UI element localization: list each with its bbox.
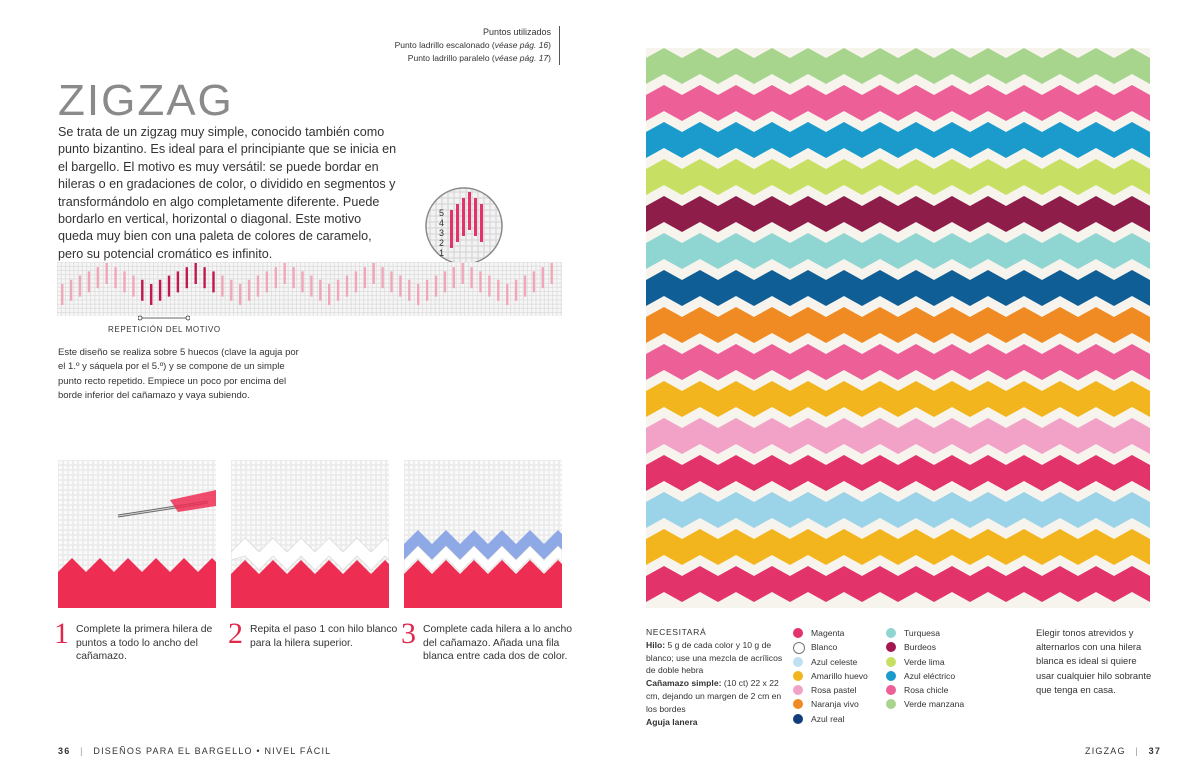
step-number: 3 <box>401 617 416 650</box>
pattern-stitch <box>221 276 223 297</box>
pattern-stitch <box>355 271 357 292</box>
color-item <box>886 669 964 683</box>
pattern-stitch <box>159 280 161 301</box>
step-2 <box>228 617 400 650</box>
pattern-stitch <box>257 276 259 297</box>
color-item <box>886 683 964 697</box>
color-swatch <box>886 685 896 695</box>
materials-canvas: Cañamazo simple: (10 ct) 22 x 22 cm, dejando un margen de 2 cm en los bordes <box>646 678 782 714</box>
color-swatch <box>793 657 803 667</box>
page-number-left: 36 <box>58 746 71 756</box>
stitch-diagram <box>424 186 504 266</box>
color-name: Verde manzana <box>904 699 965 710</box>
color-item <box>793 655 868 669</box>
pattern-stitch <box>123 271 125 292</box>
pattern-stitch <box>310 276 312 297</box>
pattern-stitch <box>515 280 517 301</box>
repeat-label: REPETICIÓN DEL MOTIVO <box>108 325 221 334</box>
pattern-stitch <box>453 267 455 288</box>
pattern-stitch <box>97 267 99 288</box>
intro-paragraph: Se trata de un zigzag muy simple, conocido también como punto bizantino. Es ideal para el principiante que se inicia en el bargello. El motivo es muy versátil: se puede bordar en hileras o en gradaciones de color, o dividido en segmentos y transformándolo en algo completamente diferente. Puede bordarlo en vertical, horizontal o diagonal. Este motivo queda muy bien con una paleta de colores de caramelo, pero su potencial cromático es infinito. <box>58 125 397 261</box>
pattern-stitch <box>479 271 481 292</box>
pattern-stitch <box>203 267 205 288</box>
color-item <box>793 626 868 640</box>
pattern-stitch <box>195 263 197 284</box>
pattern-stitch <box>239 284 241 305</box>
color-name: Rosa pastel <box>811 685 857 696</box>
pattern-stitch <box>462 263 464 284</box>
pattern-stitch <box>346 276 348 297</box>
diagram-number: 3 <box>439 228 445 238</box>
pattern-stitch <box>381 267 383 288</box>
pattern-stitch <box>551 263 553 284</box>
color-name: Verde lima <box>904 656 945 667</box>
repeat-bracket <box>138 312 190 324</box>
pattern-stitch <box>435 276 437 297</box>
color-item <box>886 626 964 640</box>
color-swatch <box>886 657 896 667</box>
page-number-right: 37 <box>1148 746 1162 756</box>
color-item <box>886 655 964 669</box>
stitch-item: Punto ladrillo paralelo (véase pág. 17) <box>407 53 551 63</box>
color-item <box>793 712 868 726</box>
step-text: Complete cada hilera a lo ancho del cañamazo. Añada una fila blanca entre cada dos de color. <box>423 624 573 662</box>
pattern-stitch <box>328 284 330 305</box>
pattern-stitch <box>114 267 116 288</box>
stitches-used-heading: Puntos utilizados <box>482 27 551 37</box>
pattern-stitch <box>417 284 419 305</box>
step-photo-2 <box>231 460 389 608</box>
color-name: Rosa chicle <box>904 685 949 696</box>
pattern-stitch <box>426 280 428 301</box>
pattern-stitch <box>266 271 268 292</box>
color-list-2 <box>886 626 964 712</box>
pattern-stitch <box>61 284 63 305</box>
step-1 <box>54 617 226 664</box>
pattern-stitch <box>506 284 508 305</box>
pattern-stitch <box>230 280 232 301</box>
pattern-stitch <box>70 280 72 301</box>
step-photo-3 <box>404 460 562 608</box>
pattern-stitch <box>248 280 250 301</box>
pattern-stitch <box>470 267 472 288</box>
pattern-stitch <box>106 263 108 284</box>
pattern-stitch <box>132 276 134 297</box>
step-text: Repita el paso 1 con hilo blanco para la hilera superior. <box>250 624 398 649</box>
tip-paragraph: Elegir tonos atrevidos y alternarlos con una hilera blanca es ideal si quiere usar cualquier hilo sobrante que tenga en casa. <box>1036 627 1152 695</box>
pattern-stitch <box>284 263 286 284</box>
finished-sample-photo <box>646 48 1150 608</box>
pattern-stitch <box>168 276 170 297</box>
color-name: Naranja vivo <box>811 699 859 710</box>
materials-thread: Hilo: 5 g de cada color y 10 g de blanco; use una mezcla de acrílicos de doble hebra <box>646 639 783 676</box>
pattern-stitch <box>88 271 90 292</box>
pattern-stitch <box>399 276 401 297</box>
design-description: Este diseño se realiza sobre 5 huecos (clave la aguja por el 1.º y sáquela por el 5.º) y se compone de un simple punto recto repetido. Empiece un poco por encima del borde inferior del cañamazo y vaya subiendo. <box>58 347 299 402</box>
color-item <box>886 697 964 711</box>
step-3 <box>401 617 573 664</box>
pattern-stitch <box>444 271 446 292</box>
pattern-stitch <box>390 271 392 292</box>
pattern-stitch <box>533 271 535 292</box>
color-swatch <box>793 685 803 695</box>
pattern-stitch <box>150 284 152 305</box>
stitches-used <box>395 26 560 65</box>
pattern-stitch <box>141 280 143 301</box>
pattern-stitch <box>408 280 410 301</box>
materials-heading: NECESITARÁ <box>646 627 707 637</box>
pattern-stitch <box>212 271 214 292</box>
materials-needle: Aguja lanera <box>646 716 698 727</box>
pattern-stitch <box>373 263 375 284</box>
pattern-stitch <box>301 271 303 292</box>
color-name: Turquesa <box>904 628 940 638</box>
color-swatch <box>886 671 896 681</box>
step-number: 1 <box>54 617 69 650</box>
pattern-stitch <box>542 267 544 288</box>
step-text: Complete la primera hilera de puntos a todo lo ancho del cañamazo. <box>76 624 213 662</box>
color-swatch <box>886 642 896 652</box>
step-photo-1 <box>58 460 216 608</box>
color-item <box>793 697 868 711</box>
pattern-chart <box>57 262 562 316</box>
stitch-item: Punto ladrillo escalonado (véase pág. 16) <box>394 40 551 50</box>
color-name: Blanco <box>811 642 838 653</box>
pattern-stitch <box>292 267 294 288</box>
pattern-stitch <box>497 280 499 301</box>
page-title: ZIGZAG <box>58 76 234 125</box>
color-item <box>793 683 868 697</box>
color-name: Amarillo huevo <box>811 670 868 681</box>
color-name: Burdeos <box>904 642 937 653</box>
pattern-stitch <box>79 276 81 297</box>
color-name: Magenta <box>811 628 845 638</box>
pattern-stitch <box>524 276 526 297</box>
color-swatch <box>886 628 896 638</box>
color-swatch <box>793 671 803 681</box>
diagram-number: 1 <box>439 248 445 258</box>
step-number: 2 <box>228 617 243 650</box>
color-name: Azul celeste <box>811 656 858 667</box>
diagram-number: 5 <box>439 208 445 218</box>
footer-right: ZIGZAG | 37 <box>1085 746 1162 756</box>
color-item <box>793 640 868 654</box>
pattern-stitch <box>275 267 277 288</box>
pattern-stitch <box>337 280 339 301</box>
pattern-stitch <box>364 267 366 288</box>
color-swatch <box>793 642 805 654</box>
color-list-1 <box>793 626 868 726</box>
color-item <box>793 669 868 683</box>
pattern-stitch <box>488 276 490 297</box>
pattern-stitch <box>319 280 321 301</box>
diagram-numbers <box>439 208 444 258</box>
footer-section-right: ZIGZAG <box>1085 746 1126 756</box>
color-swatch <box>793 714 803 724</box>
pattern-stitch <box>186 267 188 288</box>
footer-left: 36 | DISEÑOS PARA EL BARGELLO • NIVEL FÁCIL <box>58 746 332 756</box>
color-name: Azul eléctrico <box>904 670 956 681</box>
materials-list <box>646 626 786 728</box>
footer-section: DISEÑOS PARA EL BARGELLO • NIVEL FÁCIL <box>93 746 332 756</box>
color-item <box>886 640 964 654</box>
color-swatch <box>886 699 896 709</box>
color-swatch <box>793 628 803 638</box>
diagram-number: 2 <box>439 238 445 248</box>
pattern-stitch <box>177 271 179 292</box>
diagram-number: 4 <box>439 218 445 228</box>
color-swatch <box>793 699 803 709</box>
color-name: Azul real <box>811 713 845 724</box>
